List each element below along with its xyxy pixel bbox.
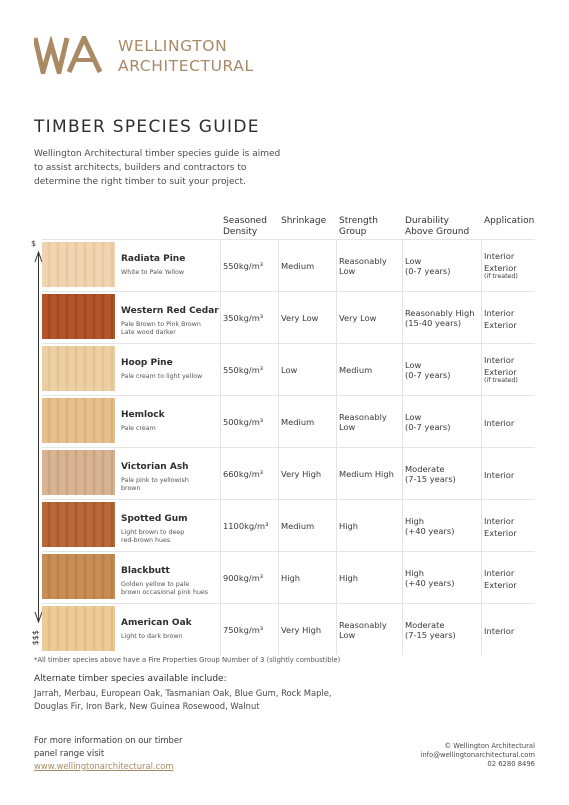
intro-paragraph: Wellington Architectural timber species guide is aimed to assist architects, builders and contractors to determine the right timber to suit your project. (34, 149, 281, 187)
species-name: Hemlock (121, 410, 165, 420)
application-note: (if treated) (484, 377, 518, 384)
density-cell (223, 500, 268, 551)
strength-cell (339, 344, 372, 395)
column-divider (336, 552, 337, 603)
table-body (42, 239, 535, 655)
strength-cell-text: Medium High (339, 468, 394, 479)
header-density: Seasoned Density (223, 216, 267, 237)
column-divider (402, 448, 403, 499)
table-header (42, 212, 535, 239)
application-value: Interior (484, 625, 515, 636)
column-divider (402, 604, 403, 655)
durability-cell-text: Moderate (7-15 years) (405, 463, 456, 484)
durability-cell (405, 552, 454, 603)
density-cell (223, 292, 263, 343)
column-divider (336, 344, 337, 395)
density-cell-text: 660kg/m³ (223, 468, 264, 479)
application-value: Exterior (484, 579, 517, 590)
column-divider (402, 344, 403, 395)
density-cell-text: 900kg/m³ (223, 572, 264, 583)
column-divider (278, 240, 279, 291)
table-row (42, 239, 535, 291)
alternates-list: Jarrah, Merbau, European Oak, Tasmanian Oak, Blue Gum, Rock Maple, Douglas Fir, Iron Bark, New Guinea Rosewood, Walnut (34, 688, 332, 711)
website-link[interactable]: www.wellingtonarchitectural.com (34, 761, 174, 771)
species-colour: Light to dark brown (121, 633, 183, 640)
column-divider (278, 448, 279, 499)
strength-cell (339, 448, 394, 499)
column-divider (481, 552, 482, 603)
column-divider (481, 604, 482, 655)
timber-swatch (42, 242, 115, 287)
application-value: Interior (484, 251, 515, 261)
density-cell-text: 1100kg/m³ (223, 520, 269, 531)
shrinkage-cell (281, 240, 314, 291)
shrinkage-cell (281, 396, 314, 447)
durability-cell-text: High (+40 years) (405, 567, 455, 588)
shrinkage-cell (281, 552, 300, 603)
durability-cell (405, 604, 456, 655)
application-cell (484, 240, 518, 291)
shrinkage-cell (281, 292, 318, 343)
density-cell-text: 550kg/m³ (223, 260, 264, 271)
header-shrinkage: Shrinkage (281, 216, 327, 226)
scale-low-label: $ (31, 239, 37, 248)
strength-cell-text: High (339, 572, 359, 583)
density-cell (223, 396, 263, 447)
brand-line-2: ARCHITECTURAL (118, 57, 254, 75)
table-row (42, 395, 535, 447)
species-colour: Pale cream (121, 425, 156, 432)
column-divider (220, 344, 221, 395)
shrinkage-cell (281, 604, 321, 655)
durability-cell (405, 344, 451, 395)
species-name: Victorian Ash (121, 462, 189, 472)
strength-cell-text: High (339, 520, 359, 531)
table-row (42, 603, 535, 655)
species-colour: Pale cream to light yellow (121, 373, 203, 380)
species-colour: Light brown to deep red-brown hues (121, 529, 185, 544)
table-row (42, 447, 535, 499)
shrinkage-cell (281, 500, 314, 551)
density-cell-text: 500kg/m³ (223, 416, 264, 427)
species-name: Radiata Pine (121, 254, 186, 264)
header-durability: Durability Above Ground (405, 216, 470, 237)
durability-cell-text: Low (0-7 years) (405, 359, 451, 380)
strength-cell (339, 552, 358, 603)
page-title: TIMBER SPECIES GUIDE (34, 117, 260, 137)
table-row (42, 499, 535, 551)
column-divider (278, 604, 279, 655)
column-divider (481, 500, 482, 551)
column-divider (336, 396, 337, 447)
durability-cell-text: Low (0-7 years) (405, 255, 451, 276)
application-cell (484, 292, 517, 343)
durability-cell-text: Reasonably High (15-40 years) (405, 307, 475, 328)
species-name: Blackbutt (121, 566, 170, 576)
strength-cell-text: Reasonably Low (339, 255, 387, 276)
durability-cell (405, 240, 451, 291)
species-name: American Oak (121, 618, 192, 628)
strength-cell (339, 500, 358, 551)
brand-name (118, 36, 254, 76)
shrinkage-cell-text: Very High (281, 624, 322, 635)
column-divider (336, 500, 337, 551)
application-cell (484, 604, 514, 655)
strength-cell (339, 396, 387, 447)
application-cell (484, 552, 517, 603)
wellington-logo (34, 36, 106, 74)
durability-cell (405, 500, 454, 551)
strength-cell (339, 240, 387, 291)
contact-block (420, 742, 535, 769)
column-divider (402, 292, 403, 343)
application-value: Interior (484, 515, 515, 526)
table-row (42, 343, 535, 395)
alternates-title: Alternate timber species available include: (34, 674, 227, 684)
column-divider (278, 396, 279, 447)
column-divider (481, 448, 482, 499)
application-value: Exterior (484, 263, 517, 273)
shrinkage-cell (281, 344, 297, 395)
application-cell (484, 448, 514, 499)
application-cell (484, 500, 517, 551)
durability-cell-text: High (+40 years) (405, 515, 455, 536)
species-colour: White to Pale Yellow (121, 269, 185, 276)
durability-cell (405, 292, 475, 343)
column-divider (481, 240, 482, 291)
strength-cell-text: Reasonably Low (339, 619, 387, 640)
density-cell (223, 240, 263, 291)
species-colour: Pale Brown to Pink Brown Late wood darker (121, 321, 201, 336)
column-divider (220, 240, 221, 291)
shrinkage-cell-text: High (281, 572, 301, 583)
species-name: Western Red Cedar (121, 306, 219, 316)
column-divider (402, 500, 403, 551)
footnote: *All timber species above have a Fire Properties Group Number of 3 (slightly combustible) (34, 656, 341, 664)
density-cell (223, 552, 263, 603)
column-divider (220, 604, 221, 655)
shrinkage-cell-text: Medium (281, 416, 315, 427)
column-divider (278, 292, 279, 343)
column-divider (481, 396, 482, 447)
timber-swatch (42, 398, 115, 443)
durability-cell-text: Low (0-7 years) (405, 411, 451, 432)
application-value: Interior (484, 469, 515, 480)
brand-line-1: WELLINGTON (118, 37, 228, 55)
application-value: Exterior (484, 319, 517, 330)
timber-swatch (42, 294, 115, 339)
strength-cell (339, 604, 387, 655)
application-note: (if treated) (484, 273, 518, 280)
timber-swatch (42, 606, 115, 651)
application-value: Interior (484, 417, 515, 428)
more-info (34, 734, 194, 773)
column-divider (336, 240, 337, 291)
column-divider (481, 344, 482, 395)
more-info-text: For more information on our timber panel range visit (34, 735, 183, 758)
density-cell-text: 350kg/m³ (223, 312, 264, 323)
density-cell (223, 344, 263, 395)
column-divider (278, 500, 279, 551)
column-divider (278, 344, 279, 395)
contact-phone: 02 6280 8496 (487, 760, 535, 768)
application-cell (484, 344, 518, 395)
scale-high-label: $$$ (31, 630, 40, 646)
strength-cell-text: Reasonably Low (339, 411, 387, 432)
column-divider (336, 448, 337, 499)
durability-cell-text: Moderate (7-15 years) (405, 619, 456, 640)
shrinkage-cell-text: Low (281, 364, 298, 375)
contact-email: info@wellingtonarchitectural.com (420, 751, 535, 759)
table-row (42, 551, 535, 603)
durability-cell (405, 396, 451, 447)
timber-swatch (42, 554, 115, 599)
header-strength: Strength Group (339, 216, 378, 237)
species-name: Spotted Gum (121, 514, 188, 524)
column-divider (220, 396, 221, 447)
strength-cell (339, 292, 376, 343)
timber-swatch (42, 502, 115, 547)
column-divider (402, 396, 403, 447)
shrinkage-cell-text: Very Low (281, 312, 319, 323)
species-table (42, 212, 535, 655)
copyright: © Wellington Architectural (444, 742, 535, 750)
column-divider (278, 552, 279, 603)
durability-cell (405, 448, 456, 499)
column-divider (481, 292, 482, 343)
application-value: Interior (484, 355, 515, 365)
column-divider (336, 292, 337, 343)
column-divider (336, 604, 337, 655)
application-value: Exterior (484, 527, 517, 538)
density-cell-text: 550kg/m³ (223, 364, 264, 375)
table-row (42, 291, 535, 343)
strength-cell-text: Very Low (339, 312, 377, 323)
column-divider (402, 552, 403, 603)
shrinkage-cell (281, 448, 321, 499)
strength-cell-text: Medium (339, 364, 373, 375)
header-application: Application (484, 216, 535, 226)
species-name: Hoop Pine (121, 358, 173, 368)
application-value: Exterior (484, 367, 517, 377)
shrinkage-cell-text: Medium (281, 260, 315, 271)
density-cell-text: 750kg/m³ (223, 624, 264, 635)
application-value: Interior (484, 567, 515, 578)
density-cell (223, 448, 263, 499)
timber-swatch (42, 450, 115, 495)
species-colour: Golden yellow to pale brown occasional pink hues (121, 581, 209, 596)
application-cell (484, 396, 514, 447)
shrinkage-cell-text: Medium (281, 520, 315, 531)
column-divider (402, 240, 403, 291)
density-cell (223, 604, 263, 655)
application-value: Interior (484, 307, 515, 318)
timber-swatch (42, 346, 115, 391)
species-colour: Pale pink to yellowish brown (121, 477, 189, 492)
shrinkage-cell-text: Very High (281, 468, 322, 479)
